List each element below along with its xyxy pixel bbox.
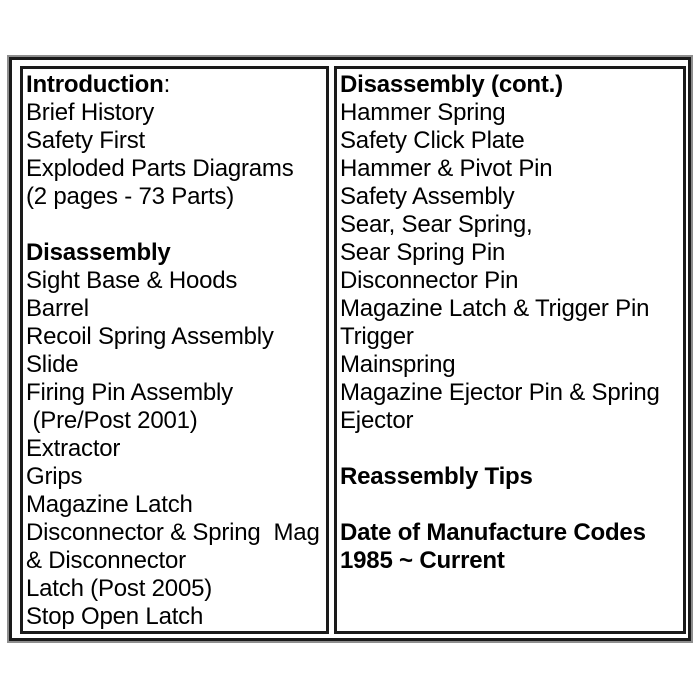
toc-line: (Pre/Post 2001) <box>26 407 198 434</box>
toc-line: Reassembly Tips <box>340 463 533 490</box>
toc-line: Disassembly <box>26 239 171 266</box>
toc-line: Recoil Spring Assembly <box>26 323 274 350</box>
toc-line: Date of Manufacture Codes <box>340 519 646 546</box>
contents-outer-frame <box>7 55 693 643</box>
toc-line: Trigger <box>340 323 414 350</box>
toc-line: Introduction: <box>26 71 171 98</box>
toc-line: Grips <box>26 463 83 490</box>
toc-line: Magazine Latch <box>26 491 193 518</box>
toc-line: Barrel <box>26 295 89 322</box>
toc-line: & Disconnector <box>26 547 186 574</box>
toc-line: Safety Click Plate <box>340 127 525 154</box>
toc-line <box>26 211 325 239</box>
toc-line: Stop Open Latch <box>26 603 204 630</box>
toc-column-right <box>334 66 686 634</box>
toc-line: (2 pages - 73 Parts) <box>26 183 235 210</box>
toc-line: Magazine Ejector Pin & Spring <box>340 379 660 406</box>
toc-line: Hammer & Pivot Pin <box>340 155 553 182</box>
toc-line <box>340 491 682 519</box>
toc-column-left <box>20 66 329 634</box>
toc-line: Disconnector Pin <box>340 267 519 294</box>
toc-line: Latch (Post 2005) <box>26 575 213 602</box>
toc-line: 1985 ~ Current <box>340 547 505 574</box>
toc-line: Slide <box>26 351 79 378</box>
toc-line: Firing Pin Assembly <box>26 379 233 406</box>
toc-line: Brief History <box>26 99 155 126</box>
toc-line: Sear Spring Pin <box>340 239 506 266</box>
toc-line: Safety Assembly <box>340 183 515 210</box>
toc-line-suffix: : <box>163 71 171 98</box>
toc-line: Exploded Parts Diagrams <box>26 155 294 182</box>
toc-line: Hammer Spring <box>340 99 506 126</box>
toc-line <box>340 435 682 463</box>
toc-line: Sear, Sear Spring, <box>340 211 533 238</box>
toc-line: Disassembly (cont.) <box>340 71 563 98</box>
contents-inner-frame <box>9 57 691 641</box>
toc-line: Sight Base & Hoods <box>26 267 238 294</box>
toc-line: Disconnector & Spring Mag <box>26 519 320 546</box>
toc-line: Extractor <box>26 435 121 462</box>
toc-line: Magazine Latch & Trigger Pin <box>340 295 650 322</box>
toc-line: Mainspring <box>340 351 456 378</box>
toc-line: Safety First <box>26 127 145 154</box>
toc-line: Ejector <box>340 407 414 434</box>
